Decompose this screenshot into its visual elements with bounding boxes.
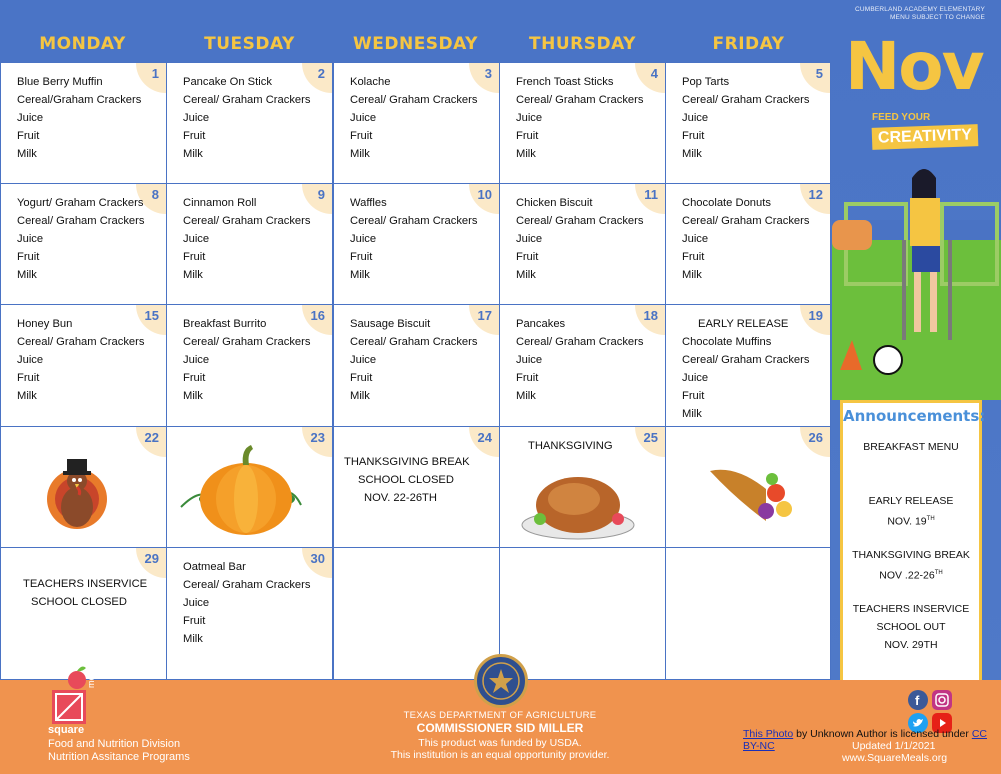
menu-item: Juice <box>183 233 210 245</box>
license-link-2[interactable]: BY-NC <box>743 740 775 752</box>
usda-funded-text: This product was funded by USDA. <box>418 737 582 749</box>
menu-item: Milk <box>682 148 702 160</box>
menu-item: Fruit <box>183 615 206 627</box>
menu-item: Yogurt/ Graham Crackers <box>17 197 144 209</box>
menu-item: Juice <box>682 112 709 124</box>
calendar-day-cell <box>665 304 831 427</box>
day-number: 16 <box>302 305 332 335</box>
menu-item: Juice <box>183 354 210 366</box>
menu-item: Fruit <box>17 130 40 142</box>
menu-item: Milk <box>682 408 702 420</box>
logo-word-2: meals <box>86 663 96 688</box>
menu-item: Waffles <box>350 197 387 209</box>
menu-item: Cereal/ Graham Crackers <box>350 336 478 348</box>
menu-item: Chicken Biscuit <box>516 197 593 209</box>
turkey-icon <box>37 449 117 539</box>
menu-items <box>350 315 477 405</box>
calendar-day-cell <box>665 547 831 680</box>
ann-thanksgiving-date: NOV .22-26TH <box>879 569 943 582</box>
menu-item: Cereal/ Graham Crackers <box>183 336 311 348</box>
menu-item: THANKSGIVING BREAK <box>344 456 470 468</box>
menu-item: Kolache <box>350 76 391 88</box>
calendar-day-cell <box>333 547 500 680</box>
menu-item: Cereal/ Graham Crackers <box>183 215 311 227</box>
menu-item: Fruit <box>350 251 373 263</box>
menu-items <box>350 73 477 163</box>
logo-word: square <box>48 724 85 736</box>
month-title: Nov <box>845 28 983 105</box>
menu-item: Milk <box>350 269 370 281</box>
photo-link[interactable]: This Photo <box>743 728 794 740</box>
tda-name: TEXAS DEPARTMENT OF AGRICULTURE <box>403 710 597 721</box>
menu-item: Cereal/ Graham Crackers <box>682 94 810 106</box>
ann-teachers-date: NOV. 29TH <box>884 639 938 651</box>
menu-item: Juice <box>516 354 543 366</box>
menu-item: Cereal/ Graham Crackers <box>516 215 644 227</box>
announcements-box <box>840 400 986 680</box>
menu-item: Blue Berry Muffin <box>17 76 103 88</box>
menu-item: Milk <box>183 633 203 645</box>
ann-early-release: EARLY RELEASE <box>868 495 954 507</box>
menu-items <box>183 558 310 648</box>
menu-items <box>344 453 470 507</box>
ann-school-out: SCHOOL OUT <box>876 621 946 633</box>
menu-item: Fruit <box>682 251 705 263</box>
calendar-day-cell <box>0 304 167 427</box>
menu-item: Cereal/Graham Crackers <box>17 94 142 106</box>
day-friday: FRIDAY <box>712 34 785 54</box>
ann-early-date: NOV. 19TH <box>887 515 935 528</box>
license-link-1[interactable]: CC <box>971 728 987 740</box>
day-number: 10 <box>469 184 499 214</box>
menu-item: Milk <box>682 269 702 281</box>
menu-item: Juice <box>682 233 709 245</box>
calendar-grid <box>0 62 832 680</box>
menu-item: Milk <box>17 148 37 160</box>
calendar-day-cell <box>665 183 831 305</box>
facebook-icon[interactable] <box>908 690 928 710</box>
calendar-day-cell <box>166 547 333 680</box>
menu-items <box>516 315 643 405</box>
menu-item: Milk <box>516 148 536 160</box>
menu-items <box>350 194 477 284</box>
menu-item: Cereal/ Graham Crackers <box>183 579 311 591</box>
menu-items <box>17 315 144 405</box>
calendar-day-cell <box>499 426 666 548</box>
day-number: 26 <box>800 427 830 457</box>
day-number: 5 <box>800 63 830 93</box>
day-number: 9 <box>302 184 332 214</box>
menu-item: Breakfast Burrito <box>183 318 267 330</box>
menu-item: Chocolate Muffins <box>682 336 772 348</box>
pumpkin-icon <box>171 437 321 547</box>
day-number: 18 <box>635 305 665 335</box>
tda-seal <box>474 654 528 708</box>
calendar-day-cell <box>166 183 333 305</box>
tagline-top: FEED YOUR <box>872 112 931 123</box>
photo-credit: This Photo by Unknown Author is licensed under CC BY-NC <box>743 728 987 752</box>
menu-item: Chocolate Donuts <box>682 197 771 209</box>
ann-thanksgiving: THANKSGIVING BREAK <box>852 549 970 561</box>
menu-item: Pancakes <box>516 318 566 330</box>
menu-item: THANKSGIVING <box>528 440 613 452</box>
menu-items <box>682 73 809 163</box>
menu-item: Milk <box>350 148 370 160</box>
menu-item: Juice <box>17 112 44 124</box>
menu-item: Juice <box>17 354 44 366</box>
day-number: 19 <box>800 305 830 335</box>
menu-item: Juice <box>516 233 543 245</box>
roast-icon <box>518 455 638 545</box>
menu-items <box>183 194 310 284</box>
menu-item: Juice <box>183 112 210 124</box>
day-header-row <box>0 34 835 62</box>
calendar-day-cell <box>166 304 333 427</box>
menu-item: Cereal/ Graham Crackers <box>183 94 311 106</box>
soccer-girl-illustration <box>832 160 1001 400</box>
menu-item: Milk <box>17 269 37 281</box>
menu-item: Juice <box>682 372 709 384</box>
tagline-bottom: CREATIVITY <box>872 124 979 150</box>
day-number: 24 <box>469 427 499 457</box>
menu-item: Pop Tarts <box>682 76 730 88</box>
menu-item: Cereal/ Graham Crackers <box>17 336 145 348</box>
menu-items <box>17 73 141 163</box>
menu-item: SCHOOL CLOSED <box>358 474 454 486</box>
menu-item: NOV. 22-26TH <box>364 492 437 504</box>
menu-item: Sausage Biscuit <box>350 318 431 330</box>
menu-items <box>183 73 310 163</box>
school-name: CUMBERLAND ACADEMY ELEMENTARY <box>854 6 985 13</box>
calendar-day-cell <box>166 62 333 184</box>
calendar-day-cell <box>499 183 666 305</box>
menu-items <box>23 575 147 611</box>
menu-item: Fruit <box>516 130 539 142</box>
menu-items <box>516 194 643 284</box>
menu-item: Milk <box>516 269 536 281</box>
day-monday: MONDAY <box>39 34 126 54</box>
day-number: 23 <box>302 427 332 457</box>
menu-item: Cereal/ Graham Crackers <box>682 215 810 227</box>
menu-item: Milk <box>350 390 370 402</box>
calendar-day-cell <box>0 547 167 680</box>
menu-disclaimer: MENU SUBJECT TO CHANGE <box>889 14 985 21</box>
menu-items <box>682 315 809 423</box>
day-number: 15 <box>136 305 166 335</box>
menu-item: Cereal/ Graham Crackers <box>516 94 644 106</box>
calendar-day-cell <box>0 62 167 184</box>
day-number: 2 <box>302 63 332 93</box>
commissioner-name: COMMISSIONER SID MILLER <box>416 721 584 735</box>
menu-item: Juice <box>516 112 543 124</box>
svg-text:f: f <box>915 693 920 708</box>
menu-item: EARLY RELEASE <box>698 318 789 330</box>
instagram-icon[interactable] <box>932 690 952 710</box>
menu-item: Milk <box>183 390 203 402</box>
menu-item: Cinnamon Roll <box>183 197 257 209</box>
menu-item: Cereal/ Graham Crackers <box>350 94 478 106</box>
menu-item: Fruit <box>350 372 373 384</box>
menu-item: Fruit <box>17 251 40 263</box>
calendar-day-cell <box>665 426 831 548</box>
site-url: www.SquareMeals.org <box>842 752 948 764</box>
calendar-day-cell <box>333 304 500 427</box>
division-text: Food and Nutrition Division <box>48 738 181 750</box>
menu-items <box>516 73 643 163</box>
programs-text: Nutrition Assitance Programs <box>48 751 190 763</box>
menu-item: Fruit <box>17 372 40 384</box>
menu-item: Fruit <box>183 251 206 263</box>
square-meals-logo <box>52 690 86 724</box>
menu-item: Fruit <box>183 372 206 384</box>
menu-item: Milk <box>516 390 536 402</box>
menu-items <box>17 194 144 284</box>
day-tuesday: TUESDAY <box>204 34 295 54</box>
menu-item: Juice <box>350 354 377 366</box>
announcements-title: Announcements: <box>843 407 986 425</box>
day-number: 3 <box>469 63 499 93</box>
calendar-day-cell <box>0 183 167 305</box>
day-thursday: THURSDAY <box>529 34 636 54</box>
menu-item: Fruit <box>350 130 373 142</box>
menu-items <box>183 315 310 405</box>
ann-teachers: TEACHERS INSERVICE <box>852 603 970 615</box>
menu-item: Milk <box>183 269 203 281</box>
calendar-day-cell <box>499 304 666 427</box>
calendar-day-cell <box>499 62 666 184</box>
ann-breakfast: BREAKFAST MENU <box>863 441 959 453</box>
day-number: 1 <box>136 63 166 93</box>
menu-item: Cereal/ Graham Crackers <box>350 215 478 227</box>
menu-item: Cereal/ Graham Crackers <box>682 354 810 366</box>
day-number: 12 <box>800 184 830 214</box>
menu-item: SCHOOL CLOSED <box>31 596 127 608</box>
day-wednesday: WEDNESDAY <box>352 34 478 54</box>
menu-item: Juice <box>17 233 44 245</box>
menu-item: Oatmeal Bar <box>183 561 246 573</box>
menu-item: TEACHERS INSERVICE <box>23 578 148 590</box>
menu-item: Fruit <box>183 130 206 142</box>
day-number: 22 <box>136 427 166 457</box>
menu-item: Cereal/ Graham Crackers <box>17 215 145 227</box>
school-note <box>855 6 985 22</box>
menu-item: Fruit <box>516 251 539 263</box>
calendar-day-cell <box>665 62 831 184</box>
menu-item: Juice <box>350 112 377 124</box>
menu-item: Cereal/ Graham Crackers <box>516 336 644 348</box>
menu-item: Juice <box>183 597 210 609</box>
menu-item: Milk <box>183 148 203 160</box>
menu-item: Milk <box>17 390 37 402</box>
menu-item: French Toast Sticks <box>516 76 614 88</box>
day-number: 29 <box>136 548 166 578</box>
equal-opportunity-text: This institution is an equal opportunity provider. <box>390 749 610 761</box>
day-number: 8 <box>136 184 166 214</box>
menu-items <box>682 194 809 284</box>
day-number: 25 <box>635 427 665 457</box>
day-number: 4 <box>635 63 665 93</box>
day-number: 11 <box>635 184 665 214</box>
updated-date: Updated 1/1/2021 <box>852 740 936 752</box>
calendar-day-cell <box>333 62 500 184</box>
menu-item: Fruit <box>516 372 539 384</box>
day-number: 17 <box>469 305 499 335</box>
menu-item: Fruit <box>682 130 705 142</box>
calendar-day-cell <box>333 183 500 305</box>
cornucopia-icon <box>706 459 796 529</box>
menu-item: Juice <box>350 233 377 245</box>
calendar-day-cell <box>333 426 500 548</box>
day-number: 30 <box>302 548 332 578</box>
menu-items <box>528 437 613 455</box>
calendar-day-cell <box>166 426 333 548</box>
calendar-day-cell <box>0 426 167 548</box>
menu-item: Fruit <box>682 390 705 402</box>
menu-item: Honey Bun <box>17 318 73 330</box>
menu-item: Pancake On Stick <box>183 76 272 88</box>
